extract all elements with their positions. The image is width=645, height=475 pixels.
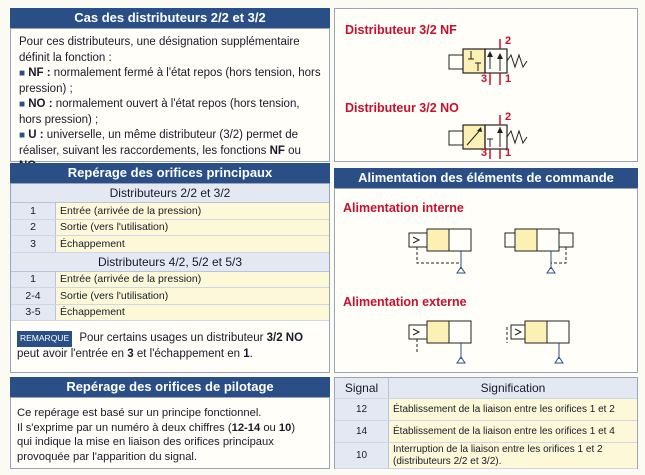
no-port-3: 3 bbox=[481, 147, 488, 159]
no-port-2: 2 bbox=[505, 111, 512, 123]
nf-port-2: 2 bbox=[505, 35, 512, 47]
l2b: 12-14 bbox=[231, 421, 261, 434]
pilotage-body bbox=[10, 397, 330, 469]
group2-title: Distributeurs 4/2, 5/2 et 5/3 bbox=[11, 253, 329, 272]
signal-code: 10 bbox=[335, 443, 389, 469]
row-desc: Sortie (vers l'utilisation) bbox=[56, 288, 330, 305]
cas-section bbox=[10, 8, 330, 162]
pilotage-line2 bbox=[17, 421, 323, 436]
reperage-section bbox=[10, 163, 330, 373]
l2e: ) bbox=[291, 421, 296, 434]
signal-desc: Établissement de la liaison entre les orifices 1 et 2 bbox=[389, 399, 638, 421]
group1-title: Distributeurs 2/2 et 3/2 bbox=[11, 184, 329, 203]
table-row bbox=[11, 203, 329, 219]
u-nf: NF bbox=[269, 144, 285, 157]
u-mid: ou bbox=[284, 144, 301, 157]
dist-no-title: Distributeur 3/2 NO bbox=[345, 101, 459, 115]
cas-intro: Pour ces distributeurs, une désignation supplémentaire définit la fonction : bbox=[19, 36, 300, 64]
remark-d: 3 bbox=[127, 347, 134, 360]
u-code: U : bbox=[28, 129, 44, 141]
signification-col-header: Signification bbox=[389, 378, 638, 399]
cas-item-nf bbox=[19, 66, 321, 97]
table-row bbox=[11, 272, 329, 288]
table-row bbox=[335, 443, 637, 469]
alim-interne-diagram bbox=[395, 221, 625, 281]
reperage-header: Repérage des orifices principaux bbox=[10, 163, 330, 183]
cas-body bbox=[10, 28, 330, 162]
row-num: 3-5 bbox=[11, 304, 56, 321]
signal-table bbox=[335, 378, 637, 469]
no-text: normalement ouvert à l'état repos (hors tension, hors pression) ; bbox=[19, 98, 300, 126]
row-num: 1 bbox=[11, 272, 56, 288]
remark-tag: REMARQUE bbox=[17, 331, 72, 347]
remark-g: . bbox=[249, 347, 253, 360]
nf-port-3: 3 bbox=[481, 73, 488, 85]
valve-no-symbol bbox=[445, 113, 535, 161]
row-desc: Sortie (vers l'utilisation) bbox=[56, 219, 330, 236]
signal-code: 14 bbox=[335, 421, 389, 443]
l2c: ou bbox=[260, 421, 279, 434]
alimentation-body bbox=[334, 188, 638, 373]
alimentation-header: Alimentation des éléments de commande bbox=[334, 168, 638, 188]
table-row bbox=[335, 421, 637, 443]
alim-interne-title: Alimentation interne bbox=[343, 201, 464, 215]
alim-externe-diagram bbox=[395, 313, 625, 371]
row-desc: Échappement bbox=[56, 304, 330, 321]
nf-code: NF : bbox=[28, 67, 51, 79]
row-num: 2-4 bbox=[11, 288, 56, 305]
row-num: 2 bbox=[11, 219, 56, 236]
table-row bbox=[11, 288, 329, 305]
reperage-body bbox=[10, 183, 330, 373]
table-row bbox=[11, 304, 329, 321]
alimentation-section bbox=[334, 168, 638, 373]
nf-text: normalement fermé à l'état repos (hors tension, hors pression) ; bbox=[19, 67, 321, 95]
pilotage-line4: provoquée par l'apparition du signal. bbox=[17, 450, 198, 463]
row-desc: Entrée (arrivée de la pression) bbox=[56, 203, 330, 219]
signal-desc: Établissement de la liaison entre les orifices 1 et 4 bbox=[389, 421, 638, 443]
l2a: Il s'exprime par un numéro à deux chiffres ( bbox=[17, 421, 232, 434]
remark-e: et l'échappement en bbox=[133, 347, 244, 360]
remark-b: 3/2 NO bbox=[266, 332, 304, 344]
row-num: 3 bbox=[11, 236, 56, 253]
table-row bbox=[11, 219, 329, 236]
group2-table bbox=[11, 272, 329, 322]
table-row bbox=[11, 236, 329, 253]
bullet-icon: ■ bbox=[19, 130, 26, 141]
remark bbox=[11, 321, 329, 362]
row-desc: Entrée (arrivée de la pression) bbox=[56, 272, 330, 288]
cas-header: Cas des distributeurs 2/2 et 3/2 bbox=[10, 8, 330, 28]
dist-nf-title: Distributeur 3/2 NF bbox=[345, 23, 457, 37]
bullet-icon: ■ bbox=[19, 99, 26, 110]
pilotage-header: Repérage des orifices de pilotage bbox=[10, 377, 330, 397]
row-num: 1 bbox=[11, 203, 56, 219]
signal-desc: Interruption de la liaison entre les orifices 1 et 2 (distributeurs 2/2 et 3/2). bbox=[389, 443, 638, 469]
valve-nf-symbol bbox=[445, 37, 535, 87]
pilotage-section bbox=[10, 377, 330, 469]
group1-table bbox=[11, 203, 329, 253]
u-text: universelle, un même distributeur (3/2) permet de réaliser, suivant les raccordements, les fonctions bbox=[19, 129, 298, 157]
bullet-icon: ■ bbox=[19, 68, 26, 79]
signal-section bbox=[334, 377, 638, 469]
no-code: NO : bbox=[28, 98, 53, 110]
row-desc: Échappement bbox=[56, 236, 330, 253]
l2d: 10 bbox=[278, 421, 292, 434]
remark-f: 1 bbox=[243, 347, 250, 360]
remark-c: peut avoir l'entrée en bbox=[17, 347, 128, 360]
nf-port-1: 1 bbox=[505, 73, 512, 85]
signal-col-header: Signal bbox=[335, 378, 389, 399]
cas-item-no bbox=[19, 97, 321, 128]
signal-code: 12 bbox=[335, 399, 389, 421]
remark-a: Pour certains usages un distributeur bbox=[76, 332, 267, 344]
alim-externe-title: Alimentation externe bbox=[343, 295, 467, 309]
pilotage-line1: Ce repérage est basé sur un principe fonctionnel. bbox=[17, 407, 262, 419]
no-port-1: 1 bbox=[505, 147, 512, 159]
pilotage-line3: qui indique la mise en liaison des orifices principaux bbox=[17, 436, 274, 448]
distributeurs-diagrams bbox=[334, 8, 638, 162]
signal-header-row bbox=[335, 378, 637, 399]
table-row bbox=[335, 399, 637, 421]
